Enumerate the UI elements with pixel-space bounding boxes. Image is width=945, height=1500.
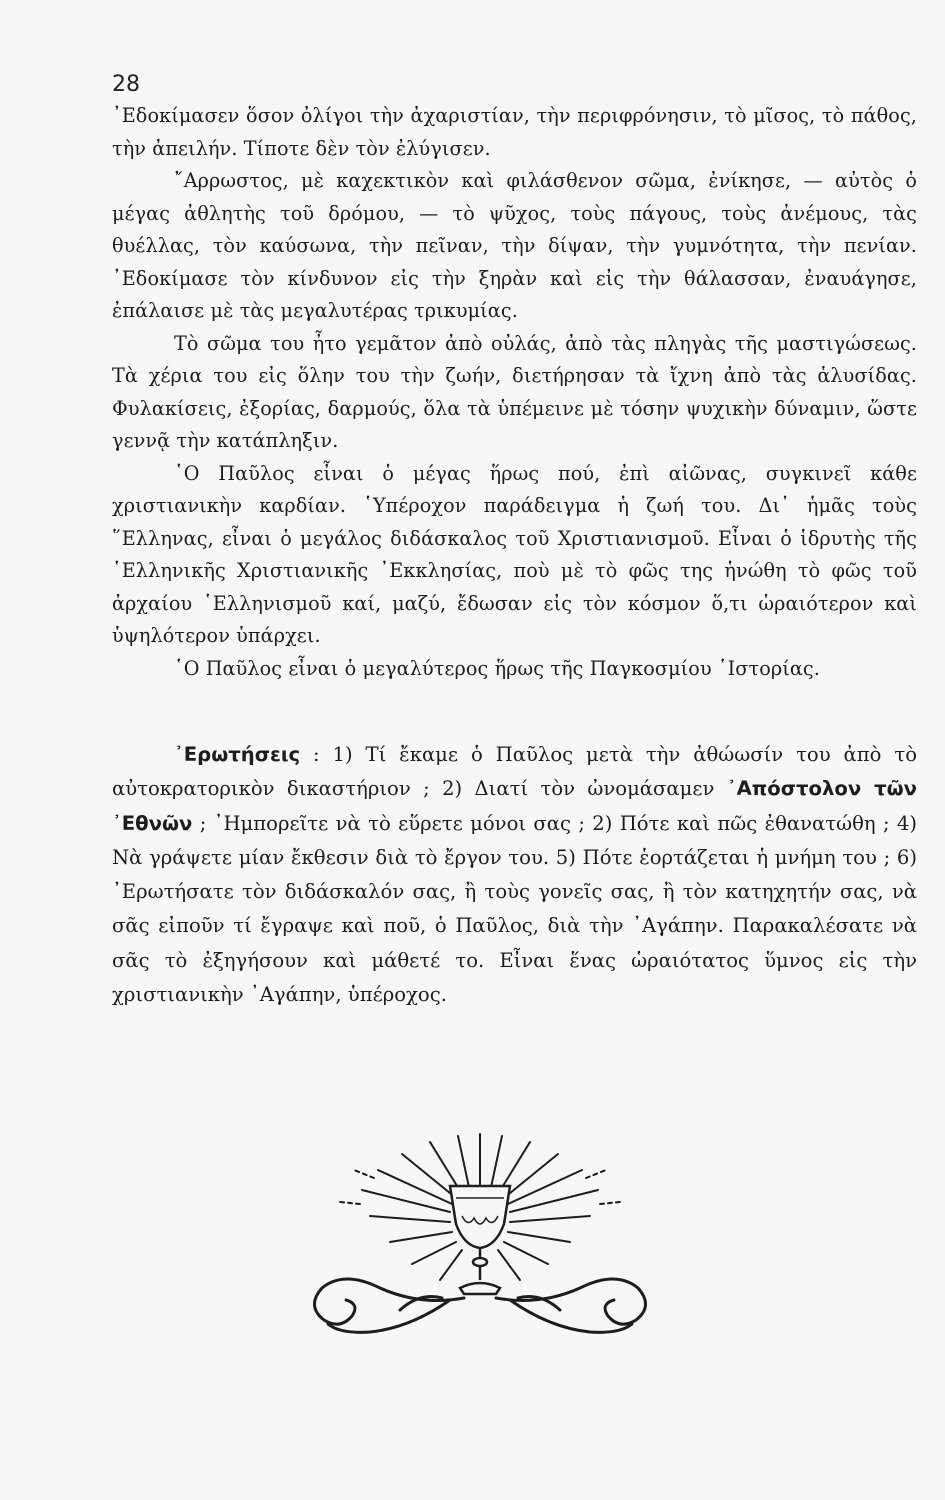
page-number: 28 xyxy=(112,72,140,97)
questions-section xyxy=(112,738,917,1012)
questions-paragraph xyxy=(112,738,917,1012)
paragraph-4: ῾Ο Παῦλος εἶναι ὁ μέγας ἥρως πού, ἐπὶ αἰῶνας, συγκινεῖ κάθε χριστιανικὴν καρδίαν. ῾Υπέροχον παράδειγμα ἡ ζωή του. Δι᾿ ἡμᾶς τοὺς ῞Ελληνας, εἶναι ὁ μεγάλος διδάσκαλος τοῦ Χριστιανισμοῦ. Εἶναι ὁ ἱδρυτὴς τῆς ῾Ελληνικῆς Χριστιανικῆς ᾿Εκκλησίας, ποὺ μὲ τὸ φῶς της ἡνώθη τὸ φῶς τοῦ ἀρχαίου ῾Ελληνισμοῦ καί, μαζύ, ἔδωσαν εἰς τὸν κόσμον ὅ,τι ὡραιότερον καὶ ὑψηλότερον ὑπάρχει. xyxy=(112,461,917,647)
paragraph-1: ᾿Εδοκίμασεν ὅσον ὀλίγοι τὴν ἀχαριστίαν, τὴν περιφρόνησιν, τὸ μῖσος, τὸ πάθος, τὴν ἀπειλήν. Τίποτε δὲν τὸν ἐλύγισεν. xyxy=(112,104,917,160)
paragraph-5: ῾Ο Παῦλος εἶναι ὁ μεγαλύτερος ἥρως τῆς Παγκοσμίου ῾Ιστορίας. xyxy=(174,656,820,680)
main-text xyxy=(112,100,917,685)
questions-bold-term: ᾿Απόστολον τῶν ᾿Εθνῶν xyxy=(112,777,917,835)
questions-text-part1: : 1) Τί ἔκαμε ὁ Παῦλος μετὰ τὴν ἀθώωσίν του ἀπὸ τὸ αὐτοκρατορικὸν δικαστήριον ; 2) Διατί τὸν ὠνομάσαμεν xyxy=(112,743,917,801)
questions-heading: ᾿Ερωτήσεις xyxy=(174,743,301,766)
chalice-ornament-icon xyxy=(300,1120,660,1350)
questions-text-part2: ; ᾿Ημπορεῖτε νὰ τὸ εὕρετε μόνοι σας ; 2) Πότε καὶ πῶς ἐθανατώθη ; 4) Νὰ γράψετε μίαν ἔκθεσιν διὰ τὸ ἔργον του. 5) Πότε ἑορτάζεται ἡ μνήμη του ; 6) ᾿Ερωτήσατε τὸν διδάσκαλόν σας, ἢ τοὺς γονεῖς σας, ἢ τὸν κατηχητήν σας, νὰ σᾶς εἰποῦν τί ἔγραψε καὶ ποῦ, ὁ Παῦλος, διὰ τὴν ᾿Αγάπην. Παρακαλέσατε νὰ σᾶς τὸ ἐξηγήσουν καὶ μάθετέ το. Εἶναι ἕνας ὡραιότατος ὕμνος εἰς τὴν χριστιανικὴν ᾿Αγάπην, ὑπέροχος. xyxy=(112,811,917,1007)
paragraph-2: ῎Αρρωστος, μὲ καχεκτικὸν καὶ φιλάσθενον σῶμα, ἐνίκησε, — αὐτὸς ὁ μέγας ἀθλητὴς τοῦ δρόμου, — τὸ ψῦχος, τοὺς πάγους, τοὺς ἀνέμους, τὰς θυέλλας, τὸν καύσωνα, τὴν πεῖναν, τὴν δίψαν, τὴν γυμνότητα, τὴν πενίαν. ᾿Εδοκίμασε τὸν κίνδυνον εἰς τὴν ξηρὰν καὶ εἰς τὴν θάλασσαν, ἐναυάγησε, ἐπάλαισε μὲ τὰς μεγαλυτέρας τρικυμίας. xyxy=(112,169,917,322)
paragraph-3: Τὸ σῶμα του ἦτο γεμᾶτον ἀπὸ οὐλάς, ἀπὸ τὰς πληγὰς τῆς μαστιγώσεως. Τὰ χέρια του εἰς ὅλην του τὴν ζωήν, διετήρησαν τὰ ἴχνη ἀπὸ τὰς ἁλυσίδας. Φυλακίσεις, ἐξορίας, δαρμούς, ὅλα τὰ ὑπέμεινε μὲ τόσην ψυχικὴν δύναμιν, ὥστε γεννᾷ τὴν κατάπληξιν. xyxy=(112,331,917,452)
